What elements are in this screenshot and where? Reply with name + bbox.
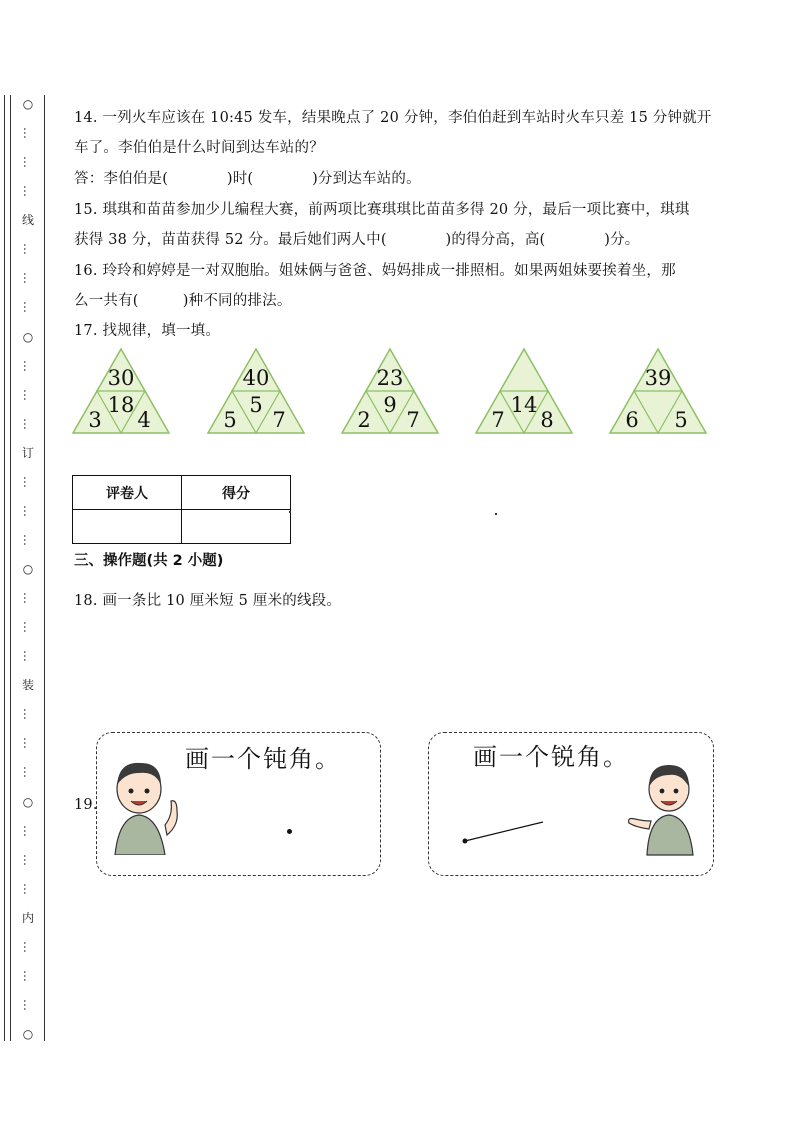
margin-glyph: ○ — [22, 329, 34, 344]
margin-glyph: ○ — [22, 562, 34, 576]
q14-line2: 车了。李伯伯是什么时间到达车站的？ — [74, 140, 324, 156]
score-table — [72, 475, 291, 544]
obtuse-angle-card[interactable] — [96, 732, 381, 876]
triangle-center-number: 9 — [383, 393, 397, 417]
margin-glyph: … — [21, 882, 35, 895]
margin-glyph: … — [21, 156, 35, 169]
stray-dot — [289, 511, 291, 513]
q14-answer: 答：李伯伯是( )时( )分到达车站的。 — [74, 171, 421, 187]
boy-illustration — [109, 755, 189, 855]
margin-glyph: … — [21, 853, 35, 866]
margin-glyph: … — [21, 998, 35, 1011]
number-triangle-3 — [340, 347, 440, 437]
margin-glyph: … — [21, 475, 35, 488]
triangle-top-number: 39 — [644, 366, 672, 390]
margin-glyph: 内 — [21, 910, 34, 925]
margin-line-inner — [10, 95, 11, 1041]
margin-glyph: ○ — [22, 794, 34, 809]
margin-glyph: … — [21, 417, 35, 430]
triangle-left-number: 5 — [223, 408, 237, 432]
margin-line-right — [44, 95, 45, 1041]
margin-glyph: … — [21, 504, 35, 517]
margin-glyph: … — [21, 243, 35, 256]
margin-glyph: … — [21, 592, 35, 605]
margin-glyph: … — [21, 127, 35, 140]
margin-glyph: … — [21, 766, 35, 779]
triangle-top-number: 30 — [107, 366, 135, 390]
angle-ray[interactable] — [459, 817, 559, 847]
margin-glyph: … — [21, 940, 35, 953]
triangle-left-number: 6 — [625, 408, 639, 432]
triangle-right-number: 7 — [406, 408, 420, 432]
triangle-top-number: 40 — [242, 366, 270, 390]
margin-glyph: … — [21, 650, 35, 663]
triangle-top-number: 23 — [376, 366, 404, 390]
margin-glyph: 线 — [21, 213, 34, 228]
number-triangle-4 — [474, 347, 574, 437]
q18-line1: 18. 画一条比 10 厘米短 5 厘米的线段。 — [74, 593, 342, 609]
acute-angle-card[interactable] — [428, 732, 714, 876]
margin-glyph: … — [21, 359, 35, 372]
triangle-right-number: 5 — [674, 408, 688, 432]
q17-line1: 17. 找规律，填一填。 — [74, 323, 221, 339]
margin-glyph: 装 — [21, 678, 34, 693]
margin-glyph: ○ — [22, 1027, 34, 1041]
q14-line1: 14. 一列火车应该在 10:45 发车，结果晚点了 20 分钟，李伯伯赶到车站时火车只差 15 分钟就开 — [74, 110, 712, 126]
margin-line-outer — [4, 95, 5, 1041]
score-cell[interactable] — [182, 510, 291, 544]
triangle-center-number: 18 — [107, 393, 135, 417]
margin-glyph: … — [21, 272, 35, 285]
margin-glyph: … — [21, 621, 35, 634]
number-triangle-1 — [71, 347, 171, 437]
triangle-center-number: 14 — [510, 393, 538, 417]
margin-glyph: … — [21, 969, 35, 982]
margin-glyph: … — [21, 737, 35, 750]
margin-glyph: … — [21, 388, 35, 401]
angle-vertex-point[interactable] — [287, 829, 292, 834]
grader-header: 评卷人 — [73, 476, 182, 510]
triangle-right-number: 7 — [272, 408, 286, 432]
section-3-title: 三、操作题(共 2 小题) — [74, 553, 224, 569]
number-triangle-5 — [608, 347, 708, 437]
binding-margin — [0, 95, 48, 1041]
triangle-left-number: 3 — [88, 408, 102, 432]
card-title-acute: 画一个锐角。 — [473, 743, 629, 771]
number-triangle-2 — [206, 347, 306, 437]
q19-number: 19. — [74, 797, 98, 813]
stray-dot — [495, 513, 497, 515]
margin-glyph: 订 — [21, 445, 34, 460]
q16-line2: 么一共有( )种不同的排法。 — [74, 293, 292, 309]
triangle-center-number: 5 — [249, 393, 263, 417]
q15-line1: 15. 琪琪和苗苗参加少儿编程大赛，前两项比赛琪琪比苗苗多得 20 分，最后一项比赛中，琪琪 — [74, 202, 690, 218]
q16-line1: 16. 玲玲和婷婷是一对双胞胎。姐妹俩与爸爸、妈妈排成一排照相。如果两姐妹要挨着坐，那 — [74, 263, 676, 279]
margin-glyph: ○ — [22, 97, 34, 111]
margin-glyph: … — [21, 301, 35, 314]
boy-illustration — [625, 759, 705, 859]
triangle-right-number: 4 — [137, 408, 151, 432]
q15-line2: 获得 38 分，苗苗获得 52 分。最后她们两人中( )的得分高，高( )分。 — [74, 232, 640, 248]
margin-glyph: … — [21, 824, 35, 837]
triangle-right-number: 8 — [540, 408, 554, 432]
margin-glyph: … — [21, 185, 35, 198]
card-title-obtuse: 画一个钝角。 — [185, 745, 341, 773]
margin-glyph: … — [21, 708, 35, 721]
grader-cell[interactable] — [73, 510, 182, 544]
triangle-left-number: 2 — [357, 408, 371, 432]
score-header: 得分 — [182, 476, 291, 510]
triangle-left-number: 7 — [491, 408, 505, 432]
margin-glyph: … — [21, 533, 35, 546]
